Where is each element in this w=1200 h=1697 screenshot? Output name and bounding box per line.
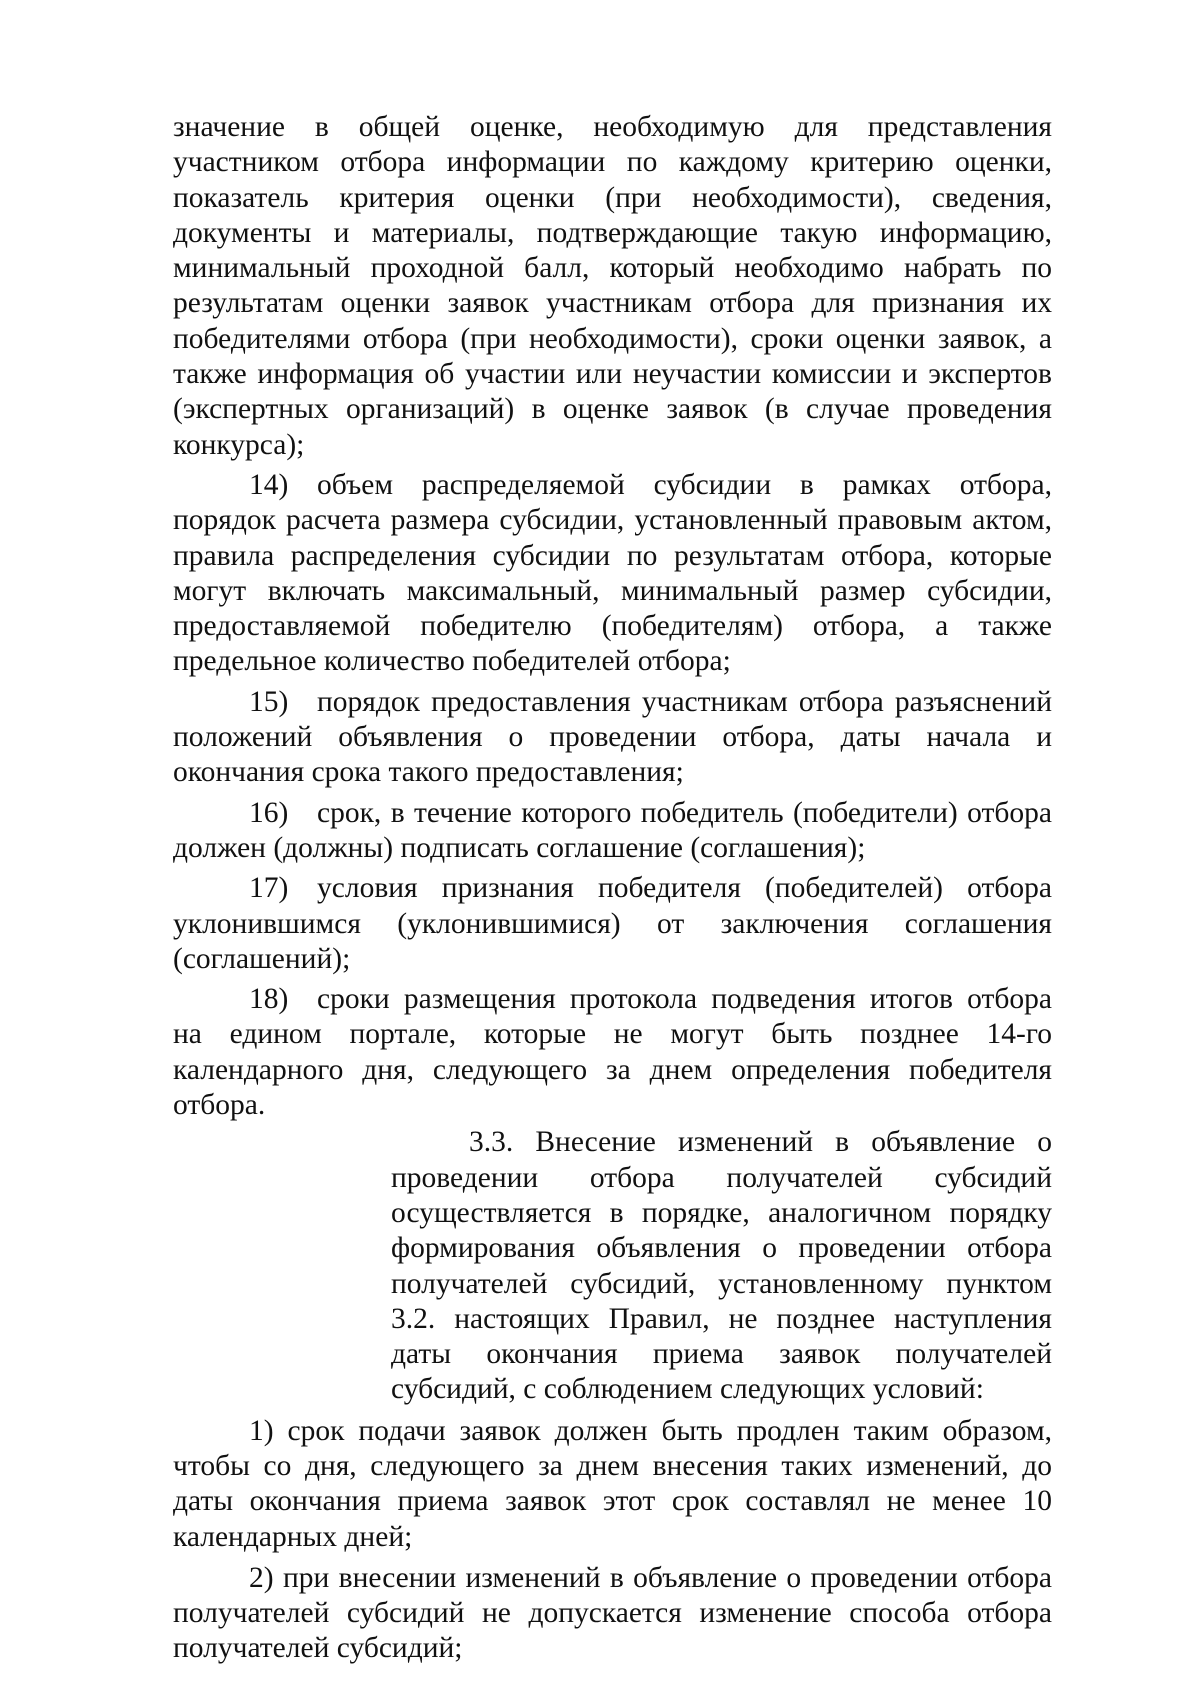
sub-item-number: 2) [249, 1561, 274, 1594]
list-item-14 [173, 468, 1052, 680]
section-3-3-paragraph: 3.3. Внесение изменений в объявление о проведении отбора получателей субсидий осуществляется в порядке, аналогичном порядку формирования объявления о проведении отбора получателей субсидий, установленному пунктом 3.2. настоящих Правил, не позднее наступления даты окончания приема заявок получателей субсидий, с соблюдением следующих условий: [391, 1126, 1052, 1406]
list-item-18 [173, 982, 1052, 1123]
list-item-text: объем распределяемой субсидии в рамках отбора, порядок расчета размера субсидии, установленный правовым актом, правила распределения субсидии по результатам отбора, которые могут включать максимальный, минимальный размер субсидии, предоставляемой победителю (победителям) отбора, а также предельное количество победителей отбора; [173, 468, 1052, 678]
list-item-17 [173, 871, 1052, 977]
sub-item-2 [173, 1561, 1052, 1667]
sub-item-text: срок подачи заявок должен быть продлен таким образом, чтобы со дня, следующего за днем внесения таких изменений, до даты окончания приема заявок этот срок составлял не менее 10 календарных дней; [173, 1414, 1052, 1553]
list-item-15 [173, 685, 1052, 791]
sub-item-number: 1) [249, 1414, 274, 1447]
sub-item-text: при внесении изменений в объявление о проведении отбора получателей субсидий не допускается изменение способа отбора получателей субсидий; [173, 1561, 1052, 1665]
paragraph-continuation: значение в общей оценке, необходимую для представления участником отбора информации по каждому критерию оценки, показатель критерия оценки (при необходимости), сведения, документы и материалы, подтверждающие такую информацию, минимальный проходной балл, который необходимо набрать по результатам оценки заявок участникам отбора для признания их победителями отбора (при необходимости), сроки оценки заявок, а также информация об участии или неучастии комиссии и экспертов (экспертных организаций) в оценке заявок (в случае проведения конкурса); [173, 111, 1052, 461]
list-item-text: сроки размещения протокола подведения итогов отбора на едином портале, которые не могут быть позднее 14-го календарного дня, следующего за днем определения победителя отбора. [173, 983, 1052, 1122]
list-item-number: 15) [249, 685, 289, 718]
list-item-number: 16) [249, 796, 289, 829]
list-item-16 [173, 796, 1052, 867]
list-item-text: порядок предоставления участникам отбора разъяснений положений объявления о проведении отбора, даты начала и окончания срока такого предоставления; [173, 685, 1052, 789]
list-item-number: 14) [249, 468, 289, 501]
sub-item-1 [173, 1414, 1052, 1555]
list-item-text: условия признания победителя (победителей) отбора уклонившимся (уклонившимися) от заключения соглашения (соглашений); [173, 872, 1052, 975]
list-item-number: 17) [249, 872, 289, 905]
list-item-text: срок, в течение которого победитель (победители) отбора должен (должны) подписать соглашение (соглашения); [173, 796, 1052, 864]
list-item-number: 18) [249, 983, 289, 1016]
